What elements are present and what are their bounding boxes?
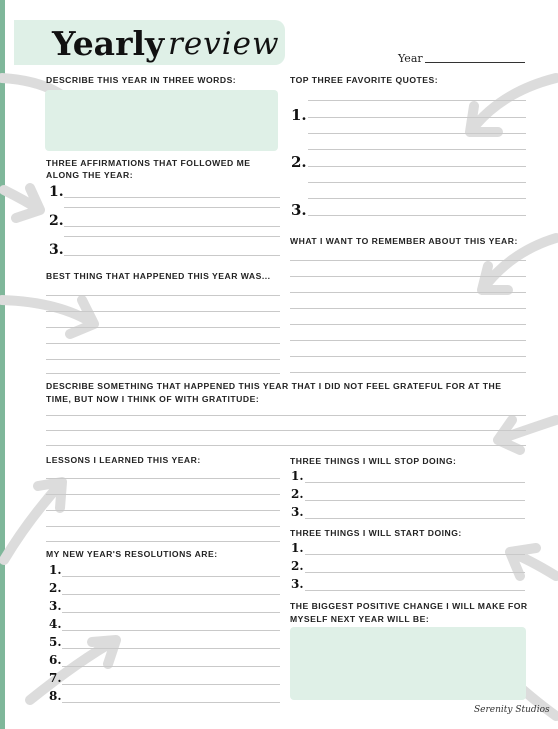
writing-line[interactable]: [62, 630, 280, 631]
number-label: 3.: [291, 577, 304, 591]
writing-line[interactable]: [308, 215, 526, 216]
arrow-decoration: [30, 640, 116, 700]
writing-line[interactable]: [46, 445, 526, 446]
writing-line[interactable]: [64, 226, 280, 227]
writing-line[interactable]: [64, 197, 280, 198]
writing-line[interactable]: [290, 340, 526, 341]
writing-line[interactable]: [64, 236, 280, 237]
number-label: 3.: [49, 242, 64, 258]
number-label: 1.: [49, 184, 64, 200]
writing-line[interactable]: [62, 702, 280, 703]
writing-line[interactable]: [64, 207, 280, 208]
writing-line[interactable]: [62, 666, 280, 667]
number-label: 4.: [49, 617, 62, 631]
writing-line[interactable]: [305, 554, 525, 555]
number-label: 2.: [49, 213, 64, 229]
change-box[interactable]: [290, 627, 526, 700]
number-label: 1.: [291, 469, 304, 483]
number-label: 2.: [49, 581, 62, 595]
writing-line[interactable]: [290, 372, 526, 373]
writing-line[interactable]: [46, 327, 280, 328]
writing-line[interactable]: [290, 324, 526, 325]
writing-line[interactable]: [46, 373, 280, 374]
writing-line[interactable]: [62, 594, 280, 595]
arrow-decoration: [2, 300, 94, 334]
writing-line[interactable]: [64, 255, 280, 256]
change-heading-2: MYSELF NEXT YEAR WILL BE:: [290, 614, 430, 624]
year-label: Year: [398, 52, 423, 65]
writing-line[interactable]: [46, 430, 526, 431]
writing-line[interactable]: [62, 576, 280, 577]
number-label: 6.: [49, 653, 62, 667]
gratitude-heading-2: TIME, BUT NOW I THINK OF WITH GRATITUDE:: [46, 394, 260, 404]
number-label: 7.: [49, 671, 62, 685]
writing-line[interactable]: [46, 415, 526, 416]
number-label: 1.: [291, 106, 307, 124]
number-label: 5.: [49, 635, 62, 649]
lessons-heading: LESSONS I LEARNED THIS YEAR:: [46, 455, 201, 465]
writing-line[interactable]: [46, 541, 280, 542]
writing-line[interactable]: [308, 166, 526, 167]
page-title: Yearly: [52, 24, 165, 63]
writing-line[interactable]: [62, 684, 280, 685]
number-label: 8.: [49, 689, 62, 703]
writing-line[interactable]: [46, 343, 280, 344]
writing-line[interactable]: [46, 510, 280, 511]
writing-line[interactable]: [305, 590, 525, 591]
quotes-heading: TOP THREE FAVORITE QUOTES:: [290, 75, 439, 85]
change-heading: THE BIGGEST POSITIVE CHANGE I WILL MAKE FOR: [290, 601, 528, 611]
writing-line[interactable]: [290, 276, 526, 277]
writing-line[interactable]: [62, 612, 280, 613]
writing-line[interactable]: [305, 500, 525, 501]
writing-line[interactable]: [305, 572, 525, 573]
gratitude-heading: DESCRIBE SOMETHING THAT HAPPENED THIS YEAR THAT I DID NOT FEEL GRATEFUL FOR AT THE: [46, 381, 502, 391]
writing-line[interactable]: [46, 295, 280, 296]
number-label: 3.: [49, 599, 62, 613]
number-label: 2.: [291, 153, 307, 171]
number-label: 2.: [291, 559, 304, 573]
affirmations-heading: THREE AFFIRMATIONS THAT FOLLOWED ME: [46, 158, 251, 168]
three-words-heading: DESCRIBE THIS YEAR IN THREE WORDS:: [46, 75, 237, 85]
writing-line[interactable]: [46, 311, 280, 312]
writing-line[interactable]: [46, 494, 280, 495]
writing-line[interactable]: [305, 482, 525, 483]
writing-line[interactable]: [308, 149, 526, 150]
writing-line[interactable]: [290, 356, 526, 357]
resolutions-heading: MY NEW YEAR'S RESOLUTIONS ARE:: [46, 549, 218, 559]
writing-line[interactable]: [290, 260, 526, 261]
stop-doing-heading: THREE THINGS I WILL STOP DOING:: [290, 456, 457, 466]
year-field[interactable]: [425, 62, 525, 63]
affirmations-heading-2: ALONG THE YEAR:: [46, 170, 134, 180]
writing-line[interactable]: [308, 133, 526, 134]
writing-line[interactable]: [308, 198, 526, 199]
number-label: 2.: [291, 487, 304, 501]
three-words-box[interactable]: [45, 90, 278, 151]
writing-line[interactable]: [290, 308, 526, 309]
writing-line[interactable]: [46, 478, 280, 479]
arrow-decoration: [4, 188, 40, 218]
number-label: 1.: [291, 541, 304, 555]
arrow-decoration: [470, 78, 556, 132]
best-thing-heading: BEST THING THAT HAPPENED THIS YEAR WAS...: [46, 271, 271, 281]
remember-heading: WHAT I WANT TO REMEMBER ABOUT THIS YEAR:: [290, 236, 518, 246]
writing-line[interactable]: [308, 182, 526, 183]
brand-footer: Serenity Studios: [474, 705, 550, 715]
writing-line[interactable]: [305, 518, 525, 519]
start-doing-heading: THREE THINGS I WILL START DOING:: [290, 528, 462, 538]
left-accent-bar: [0, 0, 5, 729]
writing-line[interactable]: [308, 117, 526, 118]
number-label: 1.: [49, 563, 62, 577]
writing-line[interactable]: [308, 100, 526, 101]
number-label: 3.: [291, 201, 307, 219]
writing-line[interactable]: [290, 292, 526, 293]
writing-line[interactable]: [46, 526, 280, 527]
page-title-script: review: [168, 26, 280, 62]
writing-line[interactable]: [62, 648, 280, 649]
writing-line[interactable]: [46, 359, 280, 360]
number-label: 3.: [291, 505, 304, 519]
